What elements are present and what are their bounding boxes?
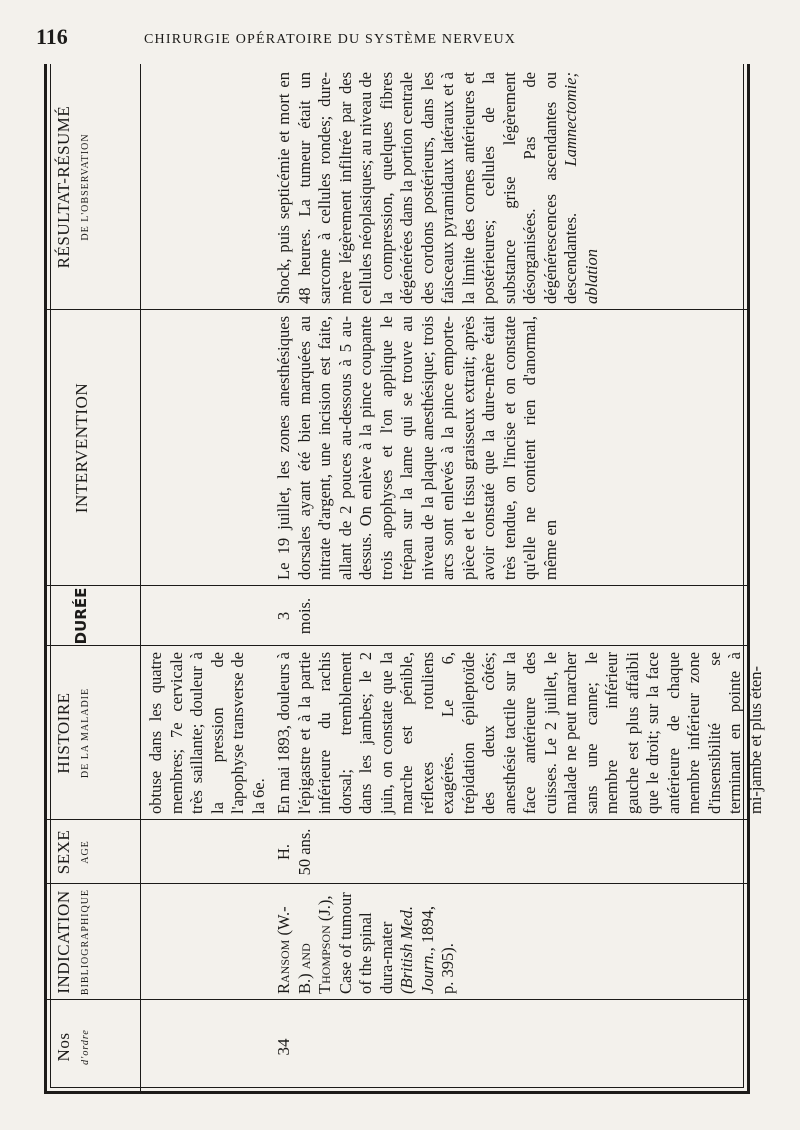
header-histoire-title: HISTOIRE bbox=[54, 692, 73, 774]
header-sexe-subtitle: AGE bbox=[80, 840, 91, 864]
indication-ref: 1894, p. 395). bbox=[417, 906, 457, 994]
indication-title: Case of tumour of the spinal dura-mater bbox=[335, 892, 396, 994]
header-numero-title: Nos bbox=[54, 1032, 73, 1062]
col-divider bbox=[44, 645, 750, 646]
age-value: 50 ans. bbox=[294, 828, 314, 876]
header-resultat-subtitle: DE L'OBSERVATION bbox=[80, 133, 91, 241]
header-resultat bbox=[44, 64, 140, 310]
col-divider bbox=[44, 883, 750, 884]
col-divider bbox=[44, 309, 750, 310]
header-indication-subtitle: BIBLIOGRAPHIQUE bbox=[80, 888, 91, 996]
sexe-age-cell bbox=[272, 822, 744, 882]
header-intervention-title: INTERVENTION bbox=[72, 382, 91, 514]
duree-cell: 3 mois. bbox=[274, 597, 314, 635]
header-divider bbox=[140, 64, 141, 1094]
col-divider bbox=[44, 819, 750, 820]
rotated-table-wrapper bbox=[44, 64, 765, 1094]
header-duree-title: DURÉE bbox=[72, 587, 90, 645]
header-numero bbox=[44, 1000, 140, 1094]
running-title: CHIRURGIE OPÉRATOIRE DU SYSTÈME NERVEUX bbox=[144, 32, 517, 47]
indication-cell bbox=[272, 886, 744, 998]
header-numero-subtitle: d'ordre bbox=[80, 1029, 91, 1065]
header-duree bbox=[44, 586, 140, 646]
header-histoire-subtitle: DE LA MALADIE bbox=[80, 687, 91, 779]
resultat-main: Shock, puis septicémie et mort en 48 heures. La tumeur était un sarcome à cellules rondes; dure-mère légèrement infiltrée par des cellules néoplasiques; au niveau de la compression, quelques fibres dégénérées dans la portion centrale des cordons postérieurs, dans les faisceaux pyramidaux latéraux et à la limite des cornes antérieures et postérieures; cellules de la substance grise légèrement désorganisées. Pas de dégénérescences ascendantes ou descendantes. bbox=[274, 72, 580, 304]
page-header bbox=[36, 18, 776, 58]
header-sexe-title: SEXE bbox=[54, 829, 73, 875]
header-indication bbox=[44, 884, 140, 1000]
header-intervention bbox=[44, 310, 140, 586]
indication-journal: (British Med. Journ., bbox=[397, 906, 437, 994]
col-divider bbox=[44, 585, 750, 586]
histoire-continued: obtuse dans les quatre membres; 7e cervicale très saillante; douleur à la pression de l'apophyse transverse de la 6e. bbox=[146, 652, 268, 814]
row-number: 34 bbox=[274, 1038, 293, 1056]
indication-author: Ransom (W.-B.) and Thompson (J.), bbox=[274, 895, 334, 994]
header-indication-title: INDICATION bbox=[54, 890, 73, 994]
header-sexe bbox=[44, 820, 140, 884]
intervention-cell: Le 19 juillet, les zones anesthésiques dorsales ayant été bien marquées au nitrate d'argent, une incision est faite, allant de 2 pouces au-dessous à 5 au-dessus. On enlève à la pince coupante trois apophyses et l'on applique le trépan sur la lame qui se trouve au niveau de la plaque anesthésique; trois arcs sont enlevés à la pince emporte-pièce et le tissu graisseux extrait; après avoir constaté que la dure-mère était très tendue, on l'incise et on constate qu'elle ne contient rien d'anormal, même en bbox=[274, 316, 560, 580]
resultat-cell bbox=[272, 68, 744, 308]
sexe-value: H. bbox=[274, 843, 293, 861]
page-number: 116 bbox=[36, 24, 68, 49]
header-resultat-title: RÉSULTAT-RÉSUMÉ bbox=[54, 105, 73, 269]
histoire-cell: En mai 1893, douleurs à l'épigastre et à la partie inférieure du rachis dorsal; tremblement dans les jambes; le 2 juin, on constate que la marche est pénible, réflexes rotuliens exagérés. Le 6, trépidation épileptoïde des deux côtés; anesthésie tactile sur la face antérieure des cuisses. Le 2 juillet, le malade ne peut marcher sans une canne; le membre inférieur gauche est plus affaibli que le droit; sur la face antérieure de chaque membre inférieur zone d'insensibilité se terminant en pointe à mi-jambe et plus éten- bbox=[274, 652, 765, 814]
observation-table bbox=[44, 64, 765, 1094]
resultat-end: Lamnectomie; ablation bbox=[561, 72, 601, 304]
header-histoire bbox=[44, 646, 140, 820]
